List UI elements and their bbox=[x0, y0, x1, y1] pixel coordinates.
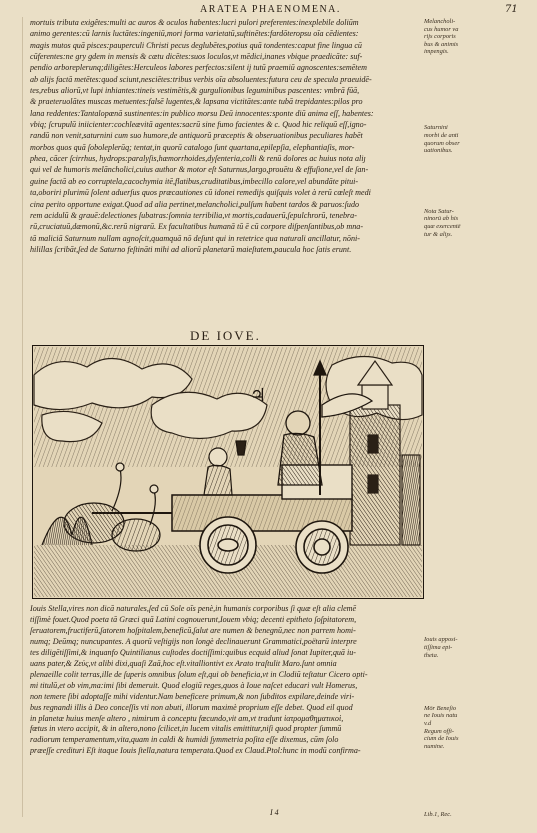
margin-note: ninorū ab his bbox=[424, 215, 459, 223]
margin-note bbox=[424, 56, 534, 64]
text-line: randū non venit,saturnini cum suo humore,de antiquorū præceptis & obseruationibus peculiares habēt bbox=[30, 131, 363, 141]
text-line: non temere ſibi adoptaſſe mihi videntur.Nam beneficere primum,& non ſubditos expilare,deinde viri- bbox=[30, 691, 355, 701]
text-line: tes,rebus aliorū,vt lupi inhiantes:tineis vestimētis,& gurgulionibus leguminibus pascentes: vmbrā fūā, bbox=[30, 86, 360, 96]
text-line: vbiq; ſcrupulū iniicienter:cochleævitā agentes:sacrū sine fumo facientes & c. Quod hic reliquū eſſ,igno- bbox=[30, 120, 367, 130]
margin-note: tur & aliȷs. bbox=[424, 230, 453, 238]
margin-note bbox=[424, 200, 534, 208]
margin-note: Saturnini bbox=[424, 124, 448, 132]
text-line: in planetæ huius menſe altero , nimirum à conceptu fœcundo,vit am,vt tradunt ἱατρομαθηματικοὶ, bbox=[30, 713, 344, 723]
margin-note bbox=[424, 659, 534, 667]
margin-note bbox=[424, 697, 534, 705]
margin-note bbox=[424, 682, 534, 690]
text-line: rū,cruciatuū,dæmonū,&c.rerū nigrarū. Ex facultatibus humanā tū ē cū corpore diſpenſantibus,ob mna- bbox=[30, 222, 364, 232]
margin-note: numine. bbox=[424, 742, 445, 750]
bottom-margin-notes bbox=[424, 606, 534, 819]
text-line: plenaeille colit terras,ille de ſuperis omnibus ſolum eſt,qui ob beneficia,vt in Clodiū teſtatur Cicero opti- bbox=[30, 669, 368, 679]
top-text-block bbox=[30, 17, 422, 255]
margin-note bbox=[424, 629, 534, 637]
text-line: ab alijs factā metētes:quod sciunt,nesciētes:tribus verbis oīa absoluentes:futura ceu de specula praeuidē- bbox=[30, 74, 372, 84]
running-head: ARATEA PHAENOMENA. bbox=[200, 4, 341, 15]
text-line: guine factā ab eo corruptela,cacochymia itē,flatibus,cruditatibus,imbecillo calore,vel abundāte pitui- bbox=[30, 176, 359, 186]
margin-note bbox=[424, 102, 534, 110]
margin-note bbox=[424, 155, 534, 163]
margin-note bbox=[424, 765, 534, 773]
margin-note bbox=[424, 177, 534, 185]
text-line: magis mutos quā pisces:pauperculi Christi pecus deglubētes,potius quā tondentes:caput fine lingua cū bbox=[30, 40, 362, 50]
jupiter-woodcut-illustration bbox=[32, 345, 424, 599]
text-line: hilillas ſcribāt,ſed de Saturno feſtināti mihi ad aliorū planetarū maieſtatem,paucula hoc ſatis erunt. bbox=[30, 244, 352, 254]
section-title: DE IOVE. bbox=[190, 328, 261, 343]
text-line: præeſſe credituri Eſt itaque Iouis ſtella,natura temperata.Quod ex Claud.Ptol:hunc in modū confirma- bbox=[30, 746, 361, 756]
text-line: fœtus in vtero accipit, & in altero,nono ſcilicet,in lucem vitalis emittitur,niſi quod propter ſummū bbox=[30, 724, 342, 734]
margin-note bbox=[424, 781, 534, 789]
margin-note: cium de Iouis bbox=[424, 735, 459, 743]
margin-note bbox=[424, 674, 534, 682]
text-line: ta,oboriri plurimū ſolent aduerſus quos præcautiones cū idonei remedijs quiſquis volet à rerū cœleſt medi bbox=[30, 188, 371, 198]
margin-note: Mōr Beneſio bbox=[424, 704, 457, 712]
bottom-text-block bbox=[30, 604, 422, 757]
page-edge-shadow bbox=[22, 17, 23, 817]
margin-note bbox=[424, 109, 534, 117]
margin-note bbox=[424, 621, 534, 629]
text-line: ſeruatorem,fructiferū,ſatorem hoſpitalem,beneficū,ſalut are numen & benegnū,nec non parrem homi- bbox=[30, 625, 356, 635]
margin-note: bus & animis bbox=[424, 40, 459, 48]
margin-note: quæ exercentē bbox=[424, 223, 461, 231]
margin-note: morbi de anti bbox=[424, 131, 459, 139]
text-line: phea, cācer ſcirrhus, hydrops:paralyſis,hæmorrhoides,dyſenteria,colli & renū dolores ac huius nota aliȷ bbox=[30, 154, 366, 164]
margin-note bbox=[424, 803, 534, 811]
text-line: tes diligētiſſimi,& inquanfo Quintilianus cuſtodes doctiſſimi:quibus ecquid aliud ſonat Iupiter,quā iu- bbox=[30, 647, 356, 657]
margin-note bbox=[424, 796, 534, 804]
text-line: tiſſimè fouet.Quod poeta tā Græci quā Latini cognouerunt,Iouem vbiq; decenti epitheto ſoſpitatorem, bbox=[30, 614, 357, 624]
margin-note: impengis. bbox=[424, 48, 449, 56]
margin-note bbox=[424, 614, 534, 622]
margin-note: cus humor va bbox=[424, 25, 459, 33]
margin-note: theta. bbox=[424, 651, 439, 659]
page-header bbox=[0, 4, 537, 18]
margin-note bbox=[424, 79, 534, 87]
margin-note: ne Iouis natu bbox=[424, 712, 458, 720]
text-line: & praeteruolātes muscas metuentes:falsē lugentes,& lapsana victitātes:ante tubā trepidantes:pilos pro bbox=[30, 97, 363, 107]
jupiter-symbol-icon: ♃ bbox=[250, 385, 267, 406]
margin-note bbox=[424, 170, 534, 178]
margin-note: Iouis apposi- bbox=[424, 636, 458, 644]
margin-note bbox=[424, 193, 534, 201]
text-line: Iouis Stella,vires non dicā naturales,ſed cū Sole oīs penè,in humanis corporibus ſi quæ eſt alia clemē bbox=[30, 604, 357, 613]
margin-note bbox=[424, 64, 534, 72]
margin-note bbox=[424, 606, 534, 614]
text-line: pendio arboreplerunq;diligētes:Herculeos labores perfectos:silent ij tutū praemiū agnoscentes:semētem bbox=[30, 63, 367, 73]
margin-note: Regum offi- bbox=[424, 727, 454, 735]
margin-note bbox=[424, 690, 534, 698]
text-line: cūferentes:ne gry gdem in mensis & cætu dicētes:suos loculos,vt mēdici,inanes vbique praedicāte: suf- bbox=[30, 52, 363, 62]
text-line: numq; Deūmq; nuncupantes. A quorū veſtigijs non longè declinauerunt Grammatici,poëtarū interpre bbox=[30, 636, 357, 646]
text-line: animo gerentes:cū larnis luctātes:ingeniū,mori forma varietatū,suftinētes:fardōteropsu oīa cēdientes: bbox=[30, 29, 359, 39]
margin-note: rijs corporis bbox=[424, 33, 456, 41]
margin-note: quorum obser bbox=[424, 139, 460, 147]
margin-note: Lib.1, Rec. bbox=[424, 811, 452, 819]
margin-note: tiſſima epi- bbox=[424, 643, 453, 651]
margin-note bbox=[424, 750, 534, 758]
margin-note bbox=[424, 71, 534, 79]
margin-note bbox=[424, 758, 534, 766]
text-line: mortuis tributa exigêtes:multi ac auros & oculos habentes:lucri pulori preferentes:inexplebile doliūm bbox=[30, 18, 359, 27]
margin-note bbox=[424, 788, 534, 796]
margin-note bbox=[424, 94, 534, 102]
text-line: bus regnandi illis à Deo conceſſis vti non abuti, illorum maximè proprium eſſe debet. Quod eil quod bbox=[30, 702, 353, 712]
text-line: rem acidulū & grauē:delectiones ſubatras:ſomnia terribilia,vt mortis,cadauerū,ſepulchrorū, tenebra- bbox=[30, 210, 357, 220]
margin-note bbox=[424, 185, 534, 193]
woodcut-svg bbox=[32, 345, 424, 599]
text-line: radiorum temperamentum,vita,quam in caldi & humidi ſymmetria poſita eſſe dixemus, cūm ſolo bbox=[30, 735, 339, 745]
margin-note bbox=[424, 162, 534, 170]
top-margin-notes bbox=[424, 18, 534, 238]
text-line: morbos quos quā ſoboleplerūq; tentat,in quorū catalogo ſunt quartana,epilepſia, elephantiaſis, mor- bbox=[30, 142, 355, 152]
margin-note: Nota Satur- bbox=[424, 207, 454, 215]
margin-note bbox=[424, 117, 534, 125]
margin-note: uationibus. bbox=[424, 147, 453, 155]
text-line: lana reddentes:Tantalopœnā sustinentes:in publico morsu Deū innocentes:sponte diū anima eſſ, habentes: bbox=[30, 108, 374, 118]
margin-note: v.d bbox=[424, 719, 432, 727]
margin-note bbox=[424, 773, 534, 781]
margin-note bbox=[424, 86, 534, 94]
folio-number: 71 bbox=[505, 4, 518, 15]
text-line: cina perito opportune exigat.Quod ad alia pertinet,melancholici,pulſum habent tardos & paruos:ſudo bbox=[30, 199, 360, 209]
text-line: qui vel de humoris melāncholici,cuius author & motor eſt Saturnus,largo,prouētu & effuſione,vel de ſan- bbox=[30, 165, 369, 175]
signature-mark: I 4 bbox=[270, 808, 279, 817]
text-line: tā maliciā Saturnum nullam agnoſcit,quamquā nō deſunt qui in retetrice qua naturali ancillatur, nōni- bbox=[30, 233, 360, 243]
margin-note: Melancholi- bbox=[424, 18, 456, 25]
text-line: mi titulū,et ob vim,ma:imi ſibi demeruit. Quod elogiū reges,quos à Ioue naſcet educari vult Homerus, bbox=[30, 680, 358, 690]
text-line: uans pater,& Zεύς,vt alibi dixi,quaſi Zaā,hoc eſt.vitalliontivt ex Arato traſtulit Maro.ſunt omnia bbox=[30, 658, 337, 668]
margin-note bbox=[424, 667, 534, 675]
